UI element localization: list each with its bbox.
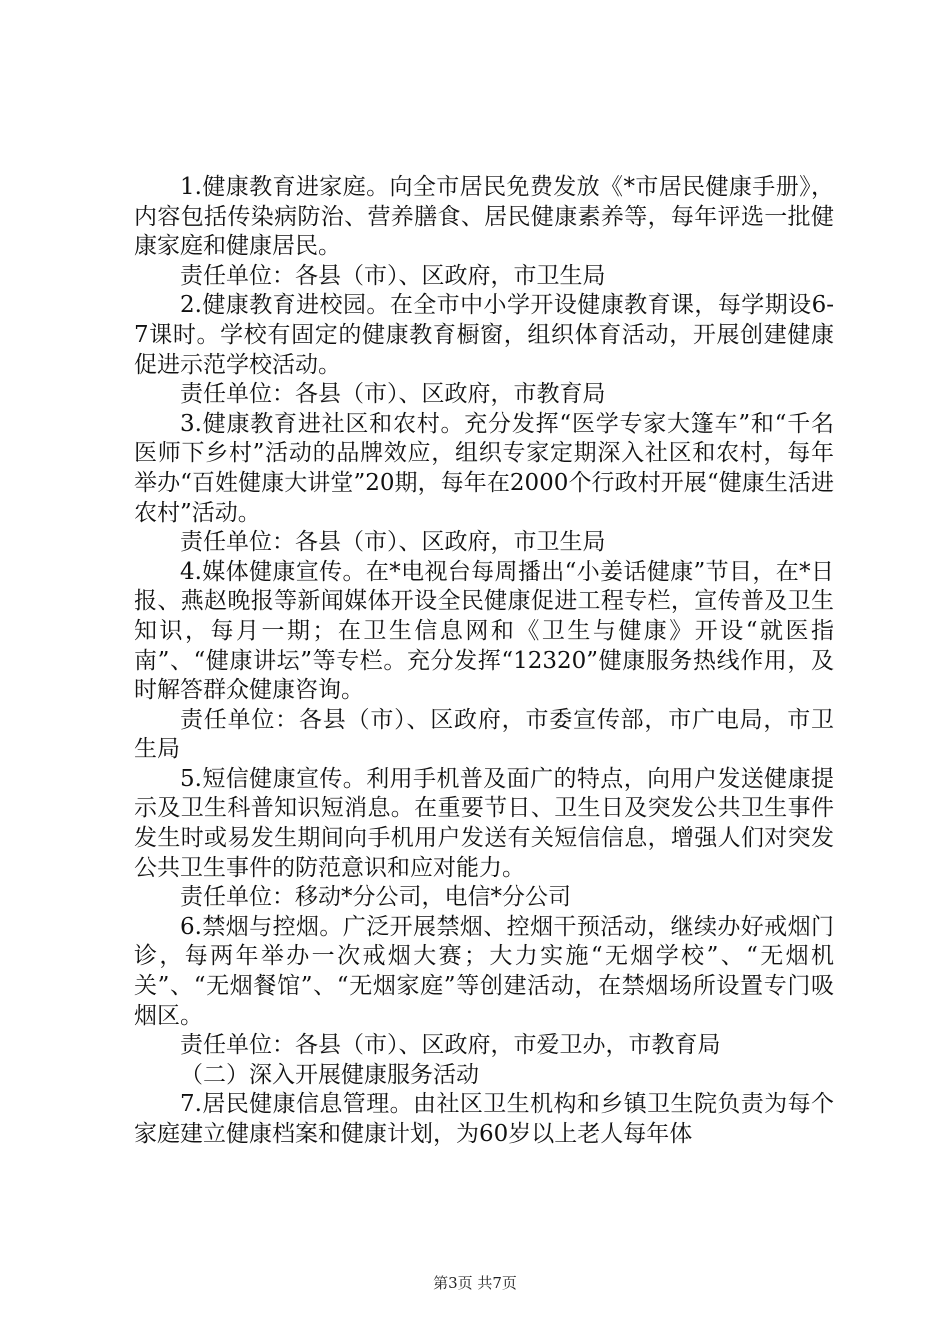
- responsible-units-1: 责任单位：各县（市）、区政府，市卫生局: [180, 262, 606, 289]
- responsible-units-5: 责任单位：移动*分公司，电信*分公司: [180, 884, 571, 911]
- paragraph-sms-health-promotion: 5.短信健康宣传。利用手机普及面广的特点，向用户发送健康提示及卫生科普知识短消息。在重要节日、卫生日及突发公共卫生事件发生时或易发生期间向手机用户发送有关短信信息，增强人们对突发公共卫生事件的防范意识和应对能力。: [134, 765, 834, 881]
- responsible-units-4: 责任单位：各县（市）、区政府，市委宣传部，市广电局，市卫生局: [134, 706, 834, 763]
- paragraph-media-health-promotion: 4.媒体健康宣传。在*电视台每周播出“小姜话健康”节目，在*日报、燕赵晚报等新闻媒体开设全民健康促进工程专栏，宣传普及卫生知识，每月一期；在卫生信息网和《卫生与健康》开设“就医指南”、“健康讲坛”等专栏。充分发挥“12320”健康服务热线作用，及时解答群众健康咨询。: [134, 558, 834, 704]
- page-number-footer: 第3页 共7页: [433, 1274, 517, 1292]
- responsible-units-3: 责任单位：各县（市）、区政府，市卫生局: [180, 529, 606, 556]
- responsible-units-6: 责任单位：各县（市）、区政府，市爱卫办，市教育局: [180, 1032, 721, 1059]
- paragraph-home-health-education: 1.健康教育进家庭。向全市居民免费发放《*市居民健康手册》，内容包括传染病防治、营养膳食、居民健康素养等，每年评选一批健康家庭和健康居民。: [134, 174, 834, 260]
- paragraph-school-health-education: 2.健康教育进校园。在全市中小学开设健康教育课，每学期设6-7课时。学校有固定的健康教育橱窗，组织体育活动，开展创建健康促进示范学校活动。: [134, 292, 834, 378]
- paragraph-resident-health-records: 7.居民健康信息管理。由社区卫生机构和乡镇卫生院负责为每个家庭建立健康档案和健康计划，为60岁以上老人每年体: [134, 1091, 834, 1147]
- section-heading-health-services: （二）深入开展健康服务活动: [180, 1061, 479, 1088]
- paragraph-smoking-control: 6.禁烟与控烟。广泛开展禁烟、控烟干预活动，继续办好戒烟门诊，每两年举办一次戒烟大赛；大力实施“无烟学校”、“无烟机关”、“无烟餐馆”、“无烟家庭”等创建活动，在禁烟场所设置专门吸烟区。: [134, 913, 834, 1029]
- document-body: [134, 173, 834, 1150]
- responsible-units-2: 责任单位：各县（市）、区政府，市教育局: [180, 381, 606, 408]
- paragraph-community-rural-health-education: 3.健康教育进社区和农村。充分发挥“医学专家大篷车”和“千名医师下乡村”活动的品牌效应，组织专家定期深入社区和农村，每年举办“百姓健康大讲堂”20期，每年在2000个行政村开展“健康生活进农村”活动。: [134, 410, 834, 526]
